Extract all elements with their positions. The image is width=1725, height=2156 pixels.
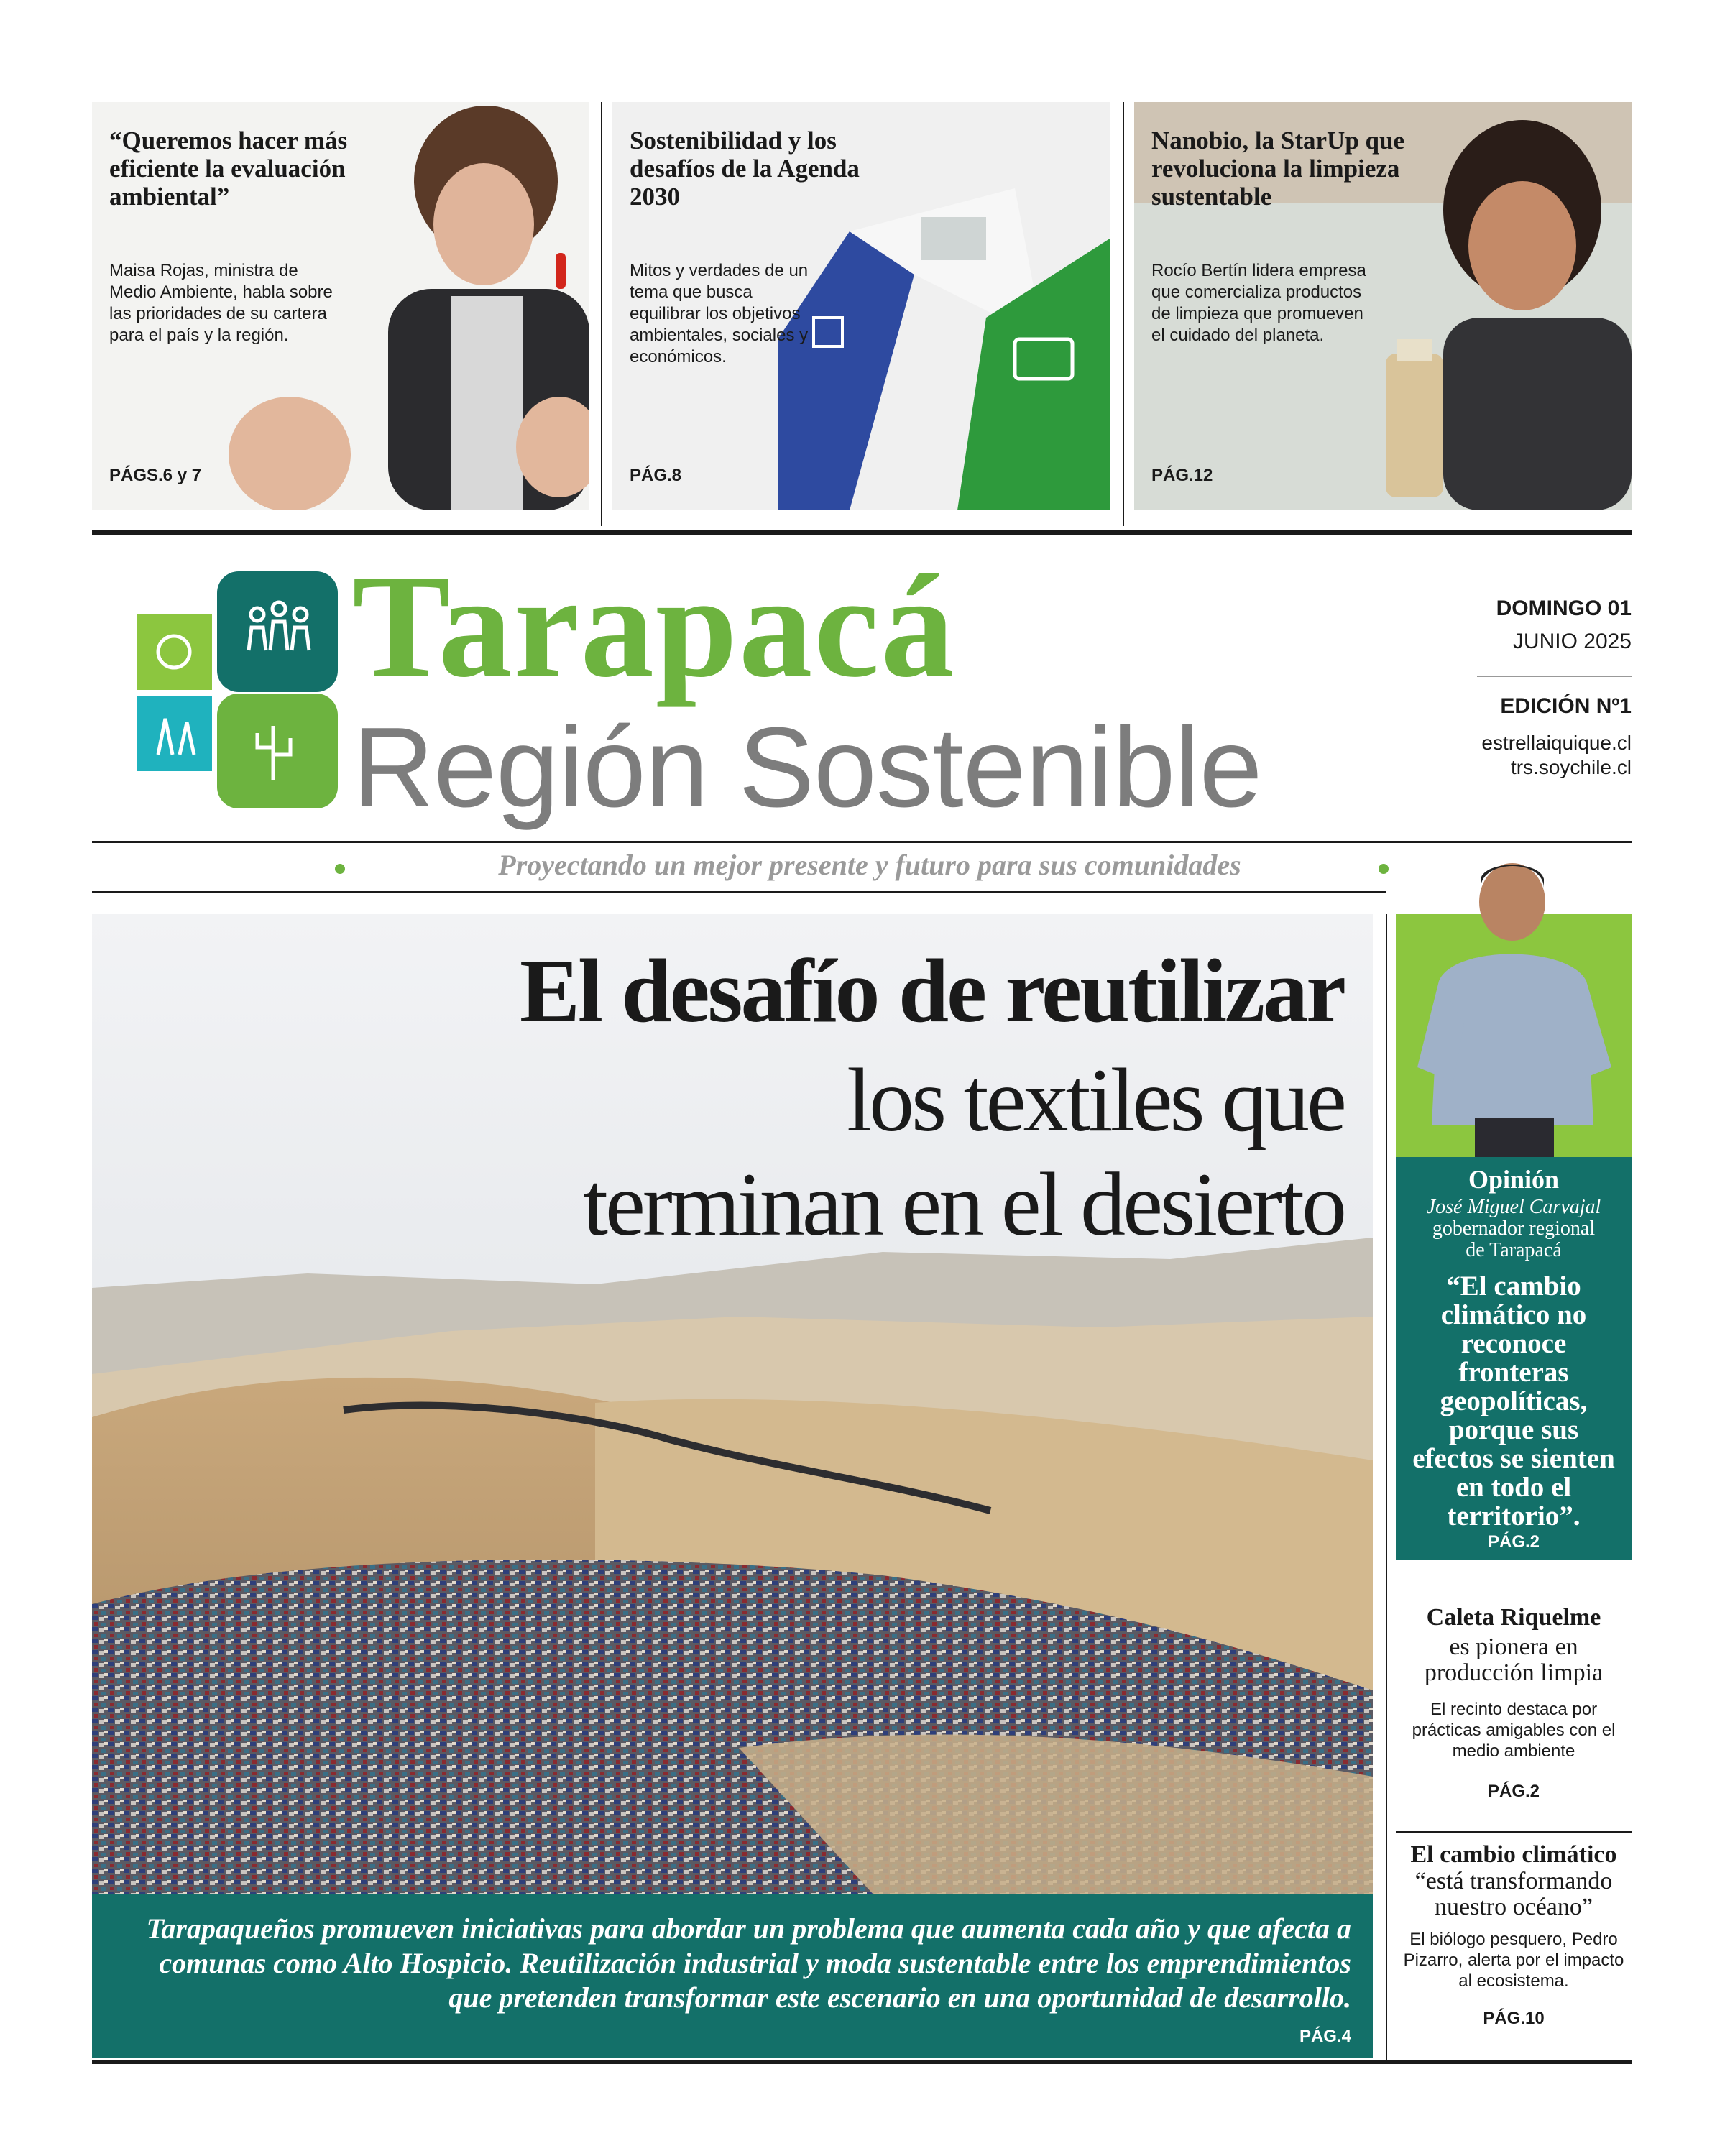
side-story-text: El biólogo pesquero, Pedro Pizarro, alerta por el impacto al ecosistema. (1403, 1930, 1624, 1991)
opinion-author: José Miguel Carvajal (1426, 1196, 1601, 1218)
teaser-title: Nanobio, la StarUp que revoluciona la limpieza sustentable (1151, 126, 1405, 211)
teaser-title: “Queremos hacer más eficiente la evaluación ambiental” (109, 126, 348, 211)
masthead-title-line1: Tarapacá (352, 545, 956, 708)
side-story-subtitle: es pionera en producción limpia (1424, 1634, 1604, 1686)
tagline-rule (92, 891, 1386, 893)
edition-number: EDICIÓN Nº1 (1500, 694, 1632, 718)
masthead-meta-rule (1477, 676, 1632, 677)
teaser-text: Maisa Rojas, ministra de Medio Ambiente, habla sobre las prioridades de su cartera para el país y la región. (109, 261, 333, 345)
photo-caption: Tarapaqueños promueven iniciativas para abordar un problema que aumenta cada año y que afecta a comunas como Alto Hospicio. Reutilización industrial y moda sustentable entre los emprendimientos que pretenden transformar este escenario en una oportunidad de desarrollo. (146, 1912, 1351, 2014)
masthead-logo (137, 571, 338, 808)
side-story-title: El cambio climático (1410, 1841, 1617, 1868)
side-story-text: El recinto destaca por prácticas amigables con el medio ambiente (1412, 1700, 1616, 1761)
masthead-title-line2: Región Sostenible (352, 704, 1262, 831)
teaser-divider (1123, 102, 1124, 526)
teaser-minister[interactable] (92, 102, 589, 510)
side-story[interactable] (1396, 1604, 1632, 1820)
tagline-bullet (1379, 864, 1389, 874)
teaser-text: Rocío Bertín lidera empresa que comercializa productos de limpieza que promueven el cuidado del planeta. (1151, 261, 1366, 345)
teaser-divider (601, 102, 602, 526)
bottom-rule (92, 2060, 1632, 2064)
website-link[interactable]: trs.soychile.cl (1510, 756, 1632, 778)
side-story-page: PÁG.2 (1487, 1782, 1540, 1801)
teaser-page: PÁG.8 (630, 466, 682, 485)
teaser-title: Sostenibilidad y los desafíos de la Agenda 2030 (630, 126, 860, 211)
opinion-quote: “El cambio climático no reconoce fronteras geopolíticas, porque sus efectos se sienten en todo el territorio”. (1412, 1271, 1615, 1531)
side-story-page: PÁG.10 (1483, 2009, 1545, 2028)
side-story[interactable] (1396, 1841, 1632, 2057)
opinion-page: PÁG.2 (1487, 1532, 1540, 1552)
tagline-bullet (335, 864, 345, 874)
columnist-photo (1396, 852, 1632, 1157)
side-story-subtitle: “está transformando nuestro océano” (1414, 1868, 1613, 1920)
teaser-page: PÁGS.6 y 7 (109, 466, 202, 485)
teaser-page: PÁG.12 (1151, 466, 1213, 485)
teaser-agenda[interactable] (612, 102, 1110, 510)
masthead-tagline: Proyectando un mejor presente y futuro para sus comunidades (498, 849, 1241, 881)
main-headline-line3: terminan en el desierto (582, 1155, 1344, 1255)
teaser-text: Mitos y verdades de un tema que busca equilibrar los objetivos ambientales, sociales y económicos. (630, 261, 809, 367)
opinion-label: Opinión (1468, 1165, 1560, 1194)
side-story-title: Caleta Riquelme (1426, 1604, 1601, 1631)
sidebar-divider (1386, 914, 1387, 2060)
website-link[interactable]: estrellaiquique.cl (1481, 732, 1632, 754)
teaser-nanobio[interactable] (1134, 102, 1632, 510)
main-headline-line2: los textiles que (847, 1051, 1344, 1151)
side-story-rule (1396, 1831, 1632, 1833)
opinion-role: de Tarapacá (1466, 1239, 1562, 1261)
top-rule (92, 530, 1632, 535)
masthead-rule (92, 841, 1632, 843)
masthead-month: JUNIO 2025 (1512, 630, 1632, 653)
caption-page: PÁG.4 (1299, 2027, 1351, 2046)
masthead-day: DOMINGO 01 (1496, 596, 1632, 620)
main-headline: El desafío de reutilizar (519, 941, 1344, 1041)
opinion-role: gobernador regional (1432, 1217, 1596, 1240)
